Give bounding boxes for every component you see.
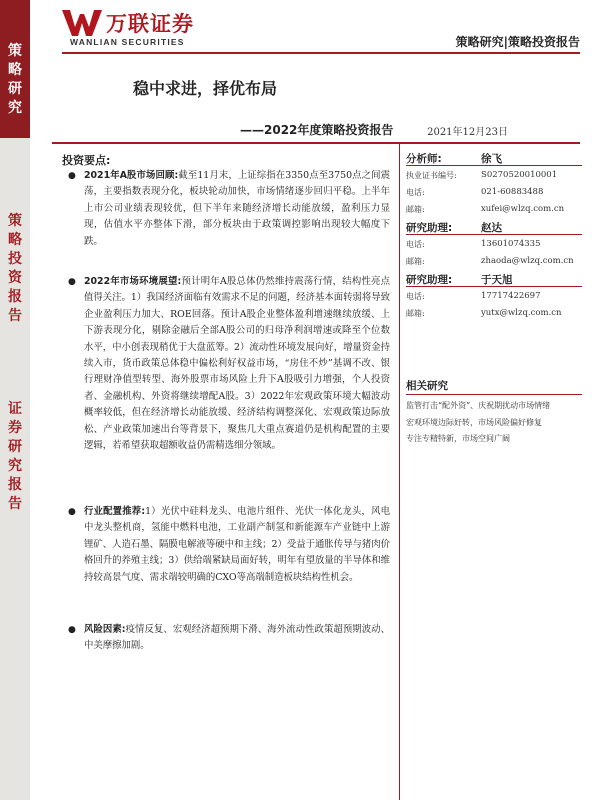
- header-divider: [62, 52, 580, 54]
- analyst-info-row: 邮箱: xufei@wlzq.com.cn: [406, 204, 565, 214]
- bullet-icon: ●: [68, 171, 76, 181]
- analyst-header: 研究助理: 赵达: [406, 217, 582, 235]
- related-research-heading: 相关研究: [406, 380, 448, 392]
- summary-item-text: 1）光伏中硅料龙头、电池片组件、光伏一体化龙头，风电中龙头整机商，氢能中燃料电池，工业副产制氢和新能源车产业链中上游锂矿、人造石墨、隔膜电解液等硬中和主线；2）受益于通胀传导与猪肉价格回升的养殖主线；3）供给端紧缺局面好转，明年有望放量的半导体和维持较高景气度、需求端较明确的CXO等高端制造板块结构性机会。: [84, 506, 391, 583]
- summary-item-text: 疫情反复、宏观经济超预期下滑、海外流动性政策超预期波动、中美摩擦加剧。: [84, 624, 390, 652]
- analyst-name: 于天旭: [481, 274, 513, 286]
- report-category: 策略研究|策略投资报告: [455, 35, 580, 49]
- summary-item-label: 2021年A股市场回顾:: [84, 170, 179, 181]
- analyst-email-link[interactable]: zhaoda@wlzq.com.cn: [481, 256, 574, 266]
- summary-item-label: 2022年市场环境展望:: [84, 276, 182, 287]
- bullet-icon: ●: [68, 625, 76, 635]
- bullet-icon: ●: [68, 507, 76, 517]
- analyst-info-row: 邮箱: yutx@wlzq.com.cn: [406, 308, 562, 318]
- sidebar-label-strategy-research: 策 略 研 究: [8, 43, 22, 116]
- summary-item-market-review: [68, 168, 390, 250]
- analyst-info-row: 电话: 13601074335: [406, 239, 541, 249]
- summary-item-risks: [68, 622, 390, 655]
- analyst-panel: [406, 148, 582, 321]
- analyst-header: 研究助理: 于天旭: [406, 269, 582, 287]
- bullet-icon: ●: [68, 277, 76, 287]
- analyst-info-row: 电话: 021-60883488: [406, 187, 544, 197]
- sidebar-label-strategy-report: 策 略 投 资 报 告: [8, 213, 22, 324]
- summary-item-label: 风险因素:: [84, 624, 126, 635]
- logo-chinese-name: 万联证券: [106, 12, 194, 36]
- analyst-info-row: 电话: 17717422697: [406, 291, 541, 301]
- summary-item-sector-picks: [68, 504, 391, 586]
- logo-w-icon: [62, 10, 102, 36]
- analyst-name: 徐飞: [481, 153, 502, 165]
- summary-item-market-outlook: [68, 274, 391, 454]
- report-title: 稳中求进，择优布局: [133, 79, 278, 98]
- analyst-email-link[interactable]: yutx@wlzq.com.cn: [481, 308, 562, 318]
- logo-english-name: WANLIAN SECURITIES: [70, 37, 185, 47]
- related-research-link[interactable]: 监管打击“配外资”、庆祝期扰动市场情绪: [406, 401, 551, 410]
- report-date: 2021年12月23日: [427, 127, 508, 138]
- related-divider: [406, 394, 582, 395]
- analyst-name: 赵达: [481, 222, 502, 234]
- sidebar-label-securities-report: 证 券 研 究 报 告: [8, 401, 22, 512]
- related-research-link[interactable]: 专注专精特新，市场空间广阔: [406, 434, 510, 444]
- summary-heading: 投资要点:: [62, 154, 111, 167]
- report-subtitle: ——2022年度策略投资报告: [240, 123, 394, 137]
- summary-item-text: 截至11月末，上证综指在3350点至3750点之间震荡，主要指数表现分化，板块轮动加快，市场情绪逐步回归平稳。上半年上市公司业绩表现较优，但下半年来随经济增长动能放缓，盈利压力显现，估值水平亦整体下滑，部分板块由于政策调控影响出现较大幅度下跌。: [84, 170, 390, 247]
- summary-item-label: 行业配置推荐:: [84, 506, 146, 517]
- summary-item-text: 预计明年A股总体仍然维持震荡行情，结构性亮点值得关注。1）我国经济面临有效需求不足的问题，经济基本面转弱将导致企业盈利压力加大、ROE回落。预计A股企业整体盈利增速继续放缓、上下游表现分化，剔除金融后全部A股公司的归母净利润增速或降至个位数水平，中小创表现稍优于大盘蓝筹。2）流动性环境发展向好，增量资金持续入市，货币政策总体稳中偏松利好权益市场，“房住不炒”基调不改、银行理财净值型转型、海外股票市场风险上升下A股吸引力增强，个人投资者、金融机构、外资将继续增配A股。3）2022年宏观政策环境大幅波动概率较低，但在经济增长动能放缓、经济结构调整深化、宏观政策边际放松、产业政策加速出台等背景下，聚焦几大重点赛道仍是机构配置的主要逻辑，若希望获取超额收益仍需精选细分领域。: [84, 276, 391, 452]
- related-research-list: [406, 398, 586, 448]
- analyst-header: 分析师: 徐飞: [406, 148, 582, 166]
- analyst-info-row: 邮箱: zhaoda@wlzq.com.cn: [406, 256, 574, 266]
- summary-column: [52, 144, 400, 800]
- related-research-link[interactable]: 宏观环境边际好转，市场风险偏好修复: [406, 417, 542, 427]
- analyst-info-row: 执业证书编号: S0270520010001: [406, 170, 558, 180]
- analyst-email-link[interactable]: xufei@wlzq.com.cn: [481, 204, 565, 214]
